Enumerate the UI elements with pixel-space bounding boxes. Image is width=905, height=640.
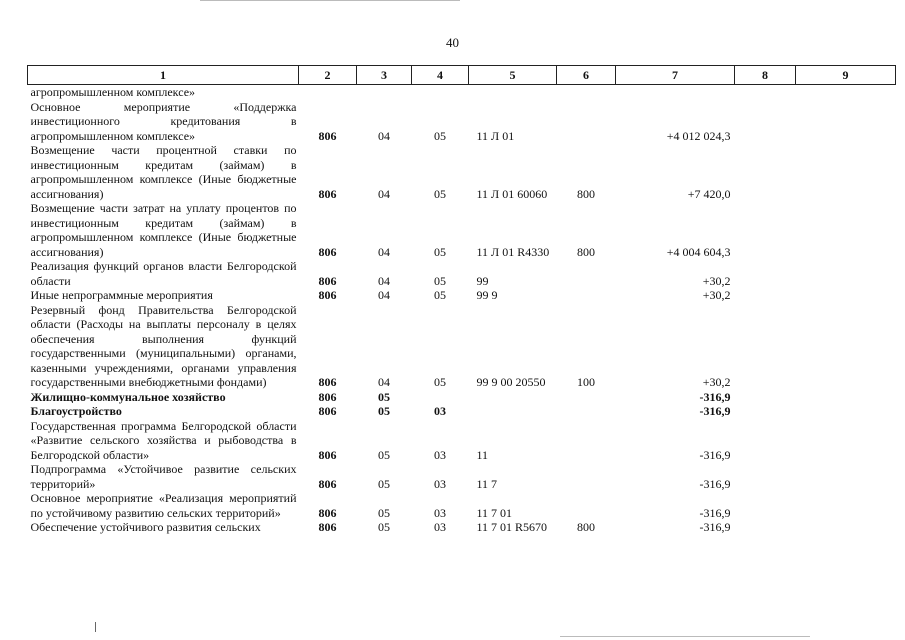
admin-code-cell: 806 [318, 505, 337, 520]
expense-type-cell [557, 491, 616, 520]
table-row [28, 100, 896, 144]
section-cell: 05 [378, 404, 390, 418]
amount-cell: -316,9 [699, 404, 731, 418]
name-cell: Резервный фонд Правительства Белгородской области (Расходы на выплаты персоналу в целях обеспечения выполнения функций государственными (муниципальными) органами, казенными учреждениями, органами управления государственными внебюджетными фондами) [30, 302, 297, 389]
table-row [28, 85, 896, 100]
scan-artifact-top [200, 0, 460, 1]
amount-cell: +30,2 [702, 375, 731, 389]
expense-type-cell [557, 404, 616, 419]
admin-code-cell: 806 [318, 186, 337, 201]
budget-table [27, 65, 896, 535]
table-row [28, 491, 896, 520]
scan-artifact-bottom [560, 636, 810, 637]
expense-type-cell [557, 85, 616, 100]
amount-cell: -316,9 [699, 447, 731, 462]
amount-cell [616, 85, 735, 100]
table-row [28, 390, 896, 405]
subsection-cell: 05 [434, 273, 446, 288]
admin-code-cell: 806 [318, 375, 337, 389]
table-row [28, 143, 896, 201]
expense-type-cell [557, 259, 616, 288]
target-article-cell: 11 7 01 [476, 505, 513, 520]
admin-code-cell: 806 [318, 447, 337, 462]
section-cell: 04 [378, 186, 390, 201]
target-article-cell: 99 9 [476, 288, 498, 302]
expense-type-cell: 800 [577, 244, 595, 259]
header-col-6: 6 [557, 66, 616, 85]
header-col-8: 8 [735, 66, 796, 85]
admin-code-cell: 806 [318, 273, 337, 288]
amount-cell: +4 012 024,3 [666, 128, 731, 143]
section-cell [357, 85, 412, 100]
col8-cell [735, 404, 796, 419]
col8-cell [735, 390, 796, 405]
expense-type-cell: 800 [577, 520, 595, 534]
admin-code-cell [299, 85, 357, 100]
amount-cell: -316,9 [699, 476, 731, 491]
expense-type-cell: 100 [577, 375, 595, 389]
header-col-1: 1 [28, 66, 299, 85]
col9-cell [796, 404, 896, 419]
table-row [28, 520, 896, 535]
col9-cell [796, 143, 896, 201]
expense-type-cell: 800 [577, 186, 595, 201]
subsection-cell: 05 [434, 288, 446, 302]
expense-type-cell [557, 100, 616, 144]
scan-artifact-tick [95, 622, 96, 632]
target-article-cell: 11 Л 01 60060 [476, 186, 548, 201]
subsection-cell: 03 [434, 447, 446, 462]
amount-cell: +30,2 [702, 288, 731, 302]
target-article-cell: 11 7 [476, 476, 498, 491]
col8-cell [735, 201, 796, 259]
subsection-cell: 03 [434, 404, 446, 418]
table-row [28, 201, 896, 259]
amount-cell: +4 004 604,3 [666, 244, 731, 259]
col8-cell [735, 259, 796, 288]
expense-type-cell [557, 390, 616, 405]
col8-cell [735, 100, 796, 144]
section-cell: 05 [378, 389, 390, 404]
name-cell: Иные непрограммные мероприятия [30, 288, 213, 302]
target-article-cell [469, 390, 557, 405]
subsection-cell: 03 [434, 520, 446, 534]
name-cell: Государственная программа Белгородской области «Развитие сельского хозяйства и рыбоводства в Белгородской области» [30, 418, 297, 462]
table-row [28, 288, 896, 303]
subsection-cell [412, 390, 469, 405]
admin-code-cell: 806 [318, 288, 337, 302]
admin-code-cell: 806 [318, 244, 337, 259]
amount-cell: -316,9 [699, 505, 731, 520]
name-cell: Реализация функций органов власти Белгородской области [30, 259, 297, 288]
name-cell: агропромышленном комплексе» [30, 85, 196, 99]
table-row [28, 259, 896, 288]
col8-cell [735, 520, 796, 535]
section-cell: 05 [378, 505, 390, 520]
col8-cell [735, 85, 796, 100]
name-cell: Основное мероприятие «Реализация мероприятий по устойчивому развитию сельских территорий» [30, 491, 297, 520]
col8-cell [735, 491, 796, 520]
amount-cell: -316,9 [699, 520, 731, 534]
name-cell: Благоустройство [30, 404, 122, 418]
col9-cell [796, 419, 896, 463]
header-col-5: 5 [469, 66, 557, 85]
col8-cell [735, 288, 796, 303]
col9-cell [796, 259, 896, 288]
col9-cell [796, 390, 896, 405]
col8-cell [735, 303, 796, 390]
section-cell: 05 [378, 520, 390, 534]
section-cell: 04 [378, 273, 390, 288]
admin-code-cell: 806 [318, 389, 337, 404]
header-col-7: 7 [616, 66, 735, 85]
col9-cell [796, 491, 896, 520]
section-cell: 05 [378, 447, 390, 462]
admin-code-cell: 806 [318, 476, 337, 491]
header-col-2: 2 [299, 66, 357, 85]
header-col-4: 4 [412, 66, 469, 85]
name-cell: Обеспечение устойчивого развития сельских [30, 520, 261, 534]
target-article-cell [469, 85, 557, 100]
amount-cell: +30,2 [702, 273, 731, 288]
section-cell: 04 [378, 244, 390, 259]
expense-type-cell [557, 288, 616, 303]
amount-cell: -316,9 [699, 389, 731, 404]
target-article-cell: 11 7 01 R5670 [476, 520, 548, 534]
col9-cell [796, 520, 896, 535]
admin-code-cell: 806 [318, 128, 337, 143]
expense-type-cell [557, 419, 616, 463]
expense-type-cell [557, 462, 616, 491]
target-article-cell: 99 [476, 273, 489, 288]
name-cell: Подпрограмма «Устойчивое развитие сельских территорий» [30, 462, 297, 491]
name-cell: Возмещение части затрат на уплату процентов по инвестиционным кредитам (займам) в агропромышленном комплексе (Иные бюджетные ассигнования) [30, 201, 297, 259]
col9-cell [796, 85, 896, 100]
header-col-9: 9 [796, 66, 896, 85]
target-article-cell: 11 [476, 447, 489, 462]
header-col-3: 3 [357, 66, 412, 85]
target-article-cell [469, 404, 557, 419]
col9-cell [796, 303, 896, 390]
admin-code-cell: 806 [318, 520, 337, 534]
amount-cell: +7 420,0 [687, 186, 731, 201]
subsection-cell [412, 85, 469, 100]
subsection-cell: 05 [434, 128, 446, 143]
col8-cell [735, 419, 796, 463]
table-row [28, 303, 896, 390]
section-cell: 04 [378, 128, 390, 143]
col9-cell [796, 288, 896, 303]
table-header-row [28, 66, 896, 85]
section-cell: 04 [378, 375, 390, 389]
col8-cell [735, 143, 796, 201]
page-number: 40 [446, 35, 459, 50]
col9-cell [796, 100, 896, 144]
section-cell: 04 [378, 288, 390, 302]
col9-cell [796, 201, 896, 259]
table-row [28, 419, 896, 463]
section-cell: 05 [378, 476, 390, 491]
subsection-cell: 05 [434, 375, 446, 389]
name-cell: Жилищно-коммунальное хозяйство [30, 389, 226, 404]
subsection-cell: 03 [434, 476, 446, 491]
col8-cell [735, 462, 796, 491]
subsection-cell: 03 [434, 505, 446, 520]
target-article-cell: 11 Л 01 R4330 [476, 244, 550, 259]
name-cell: Основное мероприятие «Поддержка инвестиционного кредитования в агропромышленном комплексе» [30, 99, 297, 143]
subsection-cell: 05 [434, 186, 446, 201]
admin-code-cell: 806 [318, 404, 337, 418]
name-cell: Возмещение части процентной ставки по инвестиционным кредитам (займам) в агропромышленном комплексе (Иные бюджетные ассигнования) [30, 143, 297, 201]
target-article-cell: 11 Л 01 [476, 128, 515, 143]
table-row [28, 462, 896, 491]
table-row [28, 404, 896, 419]
target-article-cell: 99 9 00 20550 [476, 375, 546, 389]
col9-cell [796, 462, 896, 491]
subsection-cell: 05 [434, 244, 446, 259]
